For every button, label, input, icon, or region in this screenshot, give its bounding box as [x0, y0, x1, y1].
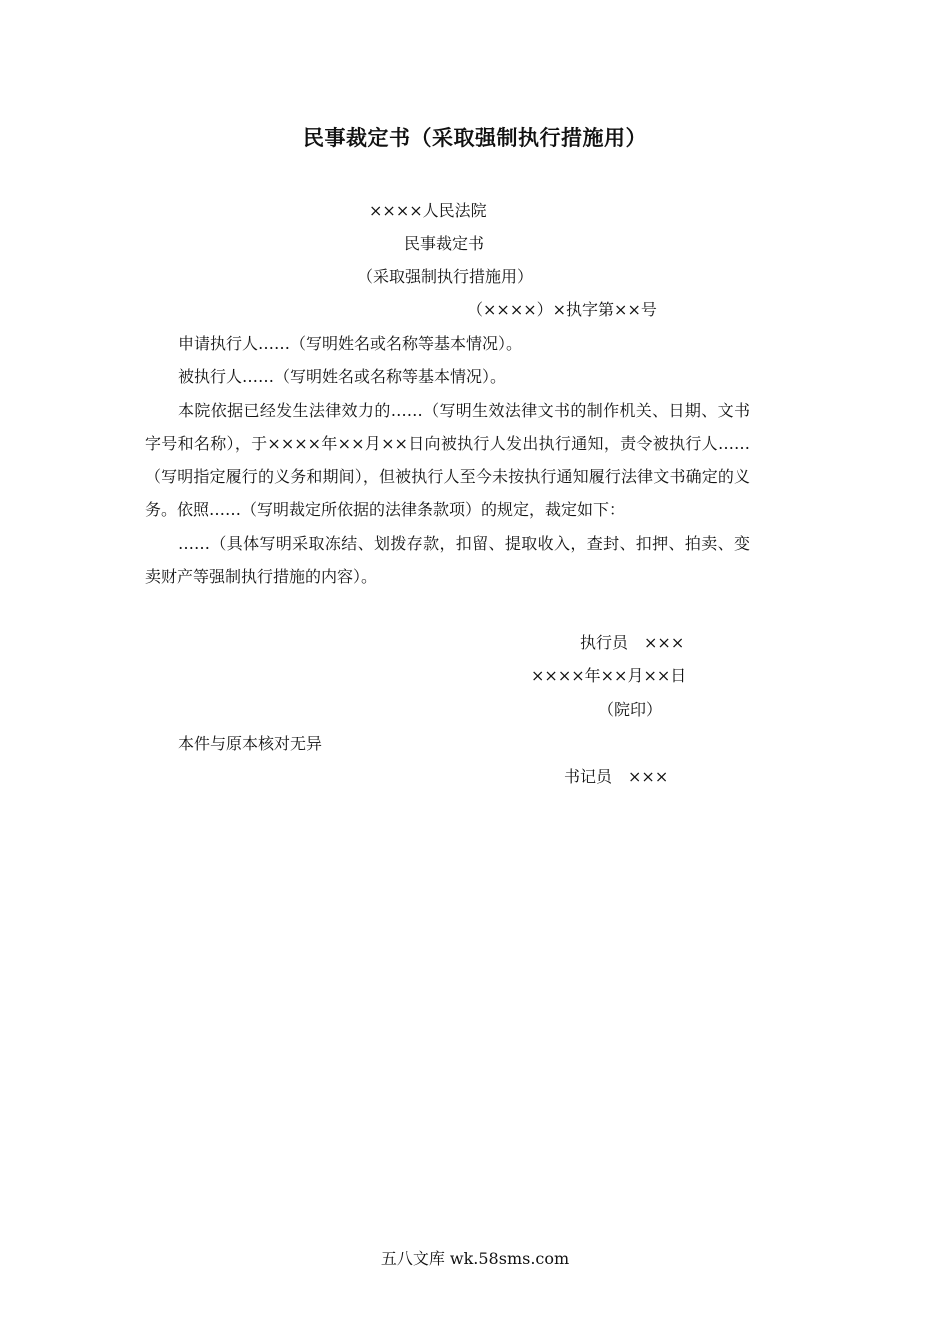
court-name: ××××人民法院 — [369, 201, 487, 220]
applicant-line: 申请执行人……（写明姓名或名称等基本情况）。 — [178, 334, 523, 353]
document-title: 民事裁定书（采取强制执行措施用） — [303, 125, 647, 150]
ruling-paragraph: 本院依据已经发生法律效力的……（写明生效法律文书的制作机关、日期、文书字号和名称），于××××年××月××日向被执行人发出执行通知，责令被执行人……（写明指定履行的义务和期间），但被执行人至今未按执行通知履行法律文书确定的义务。依照……（写明裁定所依据的法律条款项）的规定，裁定如下： — [145, 401, 750, 519]
ruling-date: ××××年××月××日 — [531, 666, 687, 685]
clerk-signature: 书记员 ××× — [564, 767, 669, 786]
verification-note: 本件与原本核对无异 — [178, 734, 323, 753]
document-type: 民事裁定书 — [404, 234, 485, 253]
respondent-line: 被执行人……（写明姓名或名称等基本情况）。 — [178, 367, 507, 386]
court-seal: （院印） — [598, 700, 663, 719]
document-subtype: （采取强制执行措施用） — [357, 267, 534, 286]
executor-signature: 执行员 ××× — [580, 633, 685, 652]
case-number: （××××）×执字第××号 — [467, 300, 657, 319]
footer-watermark: 五八文库 wk.58sms.com — [380, 1249, 570, 1268]
measures-paragraph: ……（具体写明采取冻结、划拨存款，扣留、提取收入，查封、扣押、拍卖、变卖财产等强制执行措施的内容）。 — [145, 534, 750, 586]
